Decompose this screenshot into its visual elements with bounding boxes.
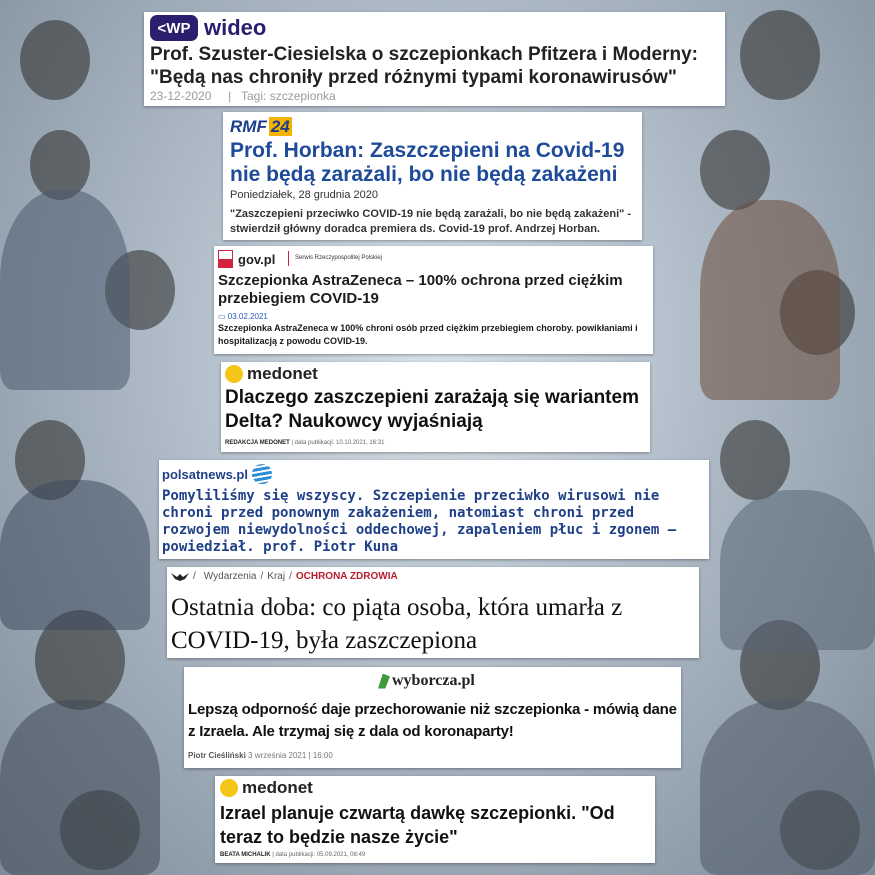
polsatnews-logo-text: polsatnews.pl xyxy=(162,466,248,482)
publish-date xyxy=(218,312,268,321)
article-lead: Szczepionka AstraZeneca w 100% chroni osób przed ciężkim przebiegiem choroby. powikłaniami i hospitalizacją z powodu COVID-19. xyxy=(218,323,638,346)
news-card-gov-pl[interactable] xyxy=(214,246,653,354)
publish-date: Poniedziałek, 28 grudnia 2020 xyxy=(230,189,379,201)
news-card-medonet-izrael[interactable] xyxy=(215,776,655,863)
news-card-wp-wideo[interactable] xyxy=(144,12,725,106)
publish-date: 3 września 2021 | 16:00 xyxy=(248,751,333,760)
wp-logo-box: <WP xyxy=(150,15,198,41)
news-card-medonet-delta[interactable] xyxy=(221,362,650,452)
author: BEATA MICHALIK xyxy=(220,852,271,858)
gov-pl-logo-text: gov.pl xyxy=(238,251,276,267)
wideo-logo-text: wideo xyxy=(204,15,267,40)
headline[interactable]: Prof. Horban: Zaszczepieni na Covid-19 nie będą zarażali, bo nie będą zakażeni xyxy=(230,139,625,186)
breadcrumb-separator: / xyxy=(260,571,264,582)
article-meta xyxy=(225,440,384,446)
rmf-logo-text: RMF xyxy=(230,117,267,136)
medonet-logo-text: medonet xyxy=(242,778,313,797)
medonet-logo-icon xyxy=(220,779,238,797)
service-name: Serwis Rzeczypospolitej Polskiej xyxy=(295,255,383,261)
breadcrumb-kraj[interactable]: Kraj xyxy=(267,571,286,582)
wyborcza-logo-text: wyborcza.pl xyxy=(392,672,475,689)
publish-date: 23-12-2020 xyxy=(150,89,212,103)
headline[interactable]: Prof. Szuster-Ciesielska o szczepionkach Pfitzera i Moderny: "Będą nas chroniły przed różnymi typami koronawirusów" xyxy=(150,44,698,88)
wp-wideo-logo xyxy=(150,15,266,41)
breadcrumb-separator: / xyxy=(193,571,196,582)
rmf24-logo xyxy=(230,117,292,137)
author: REDAKCJA MEDONET xyxy=(225,440,290,446)
medonet-logo-icon xyxy=(225,365,243,383)
breadcrumb-category[interactable]: OCHRONA ZDROWIA xyxy=(295,571,398,582)
news-card-rmf24[interactable] xyxy=(223,112,642,240)
article-meta xyxy=(220,852,365,858)
wyborcza-mark-icon xyxy=(378,674,390,689)
publish-date: | data publikacji: 05.09.2021, 08:49 xyxy=(272,852,366,858)
wyborcza-logo xyxy=(378,672,475,690)
logo-divider xyxy=(288,251,289,266)
emblem-icon xyxy=(218,250,233,268)
article-meta xyxy=(188,751,333,760)
headline[interactable]: Ostatnia doba: co piąta osoba, która umarła z COVID-19, była zaszczepiona xyxy=(171,594,623,654)
meta-separator: | xyxy=(228,89,232,103)
news-card-wydarzenia[interactable] xyxy=(167,567,699,658)
headline[interactable]: Szczepionka AstraZeneca – 100% ochrona przed ciężkim przebiegiem COVID-19 xyxy=(218,272,623,307)
breadcrumb-separator: / xyxy=(289,571,292,582)
headline[interactable]: Dlaczego zaszczepieni zarażają się wariantem Delta? Naukowcy wyjaśniają xyxy=(225,387,639,432)
article-meta xyxy=(150,89,336,103)
publish-date-text: 03.02.2021 xyxy=(227,312,268,321)
tag-link[interactable]: szczepionka xyxy=(269,89,336,103)
tags-label: Tagi: xyxy=(240,89,267,103)
headline[interactable]: Izrael planuje czwartą dawkę szczepionki. "Od teraz to będzie nasze życie" xyxy=(220,803,615,847)
headline[interactable]: Lepszą odporność daje przechorowanie niż szczepionka - mówią dane z Izraela. Ale trzymaj się z dala od koronaparty! xyxy=(188,701,677,740)
polsatnews-logo xyxy=(162,464,272,484)
rmf-logo-number: 24 xyxy=(270,117,290,136)
eagle-logo-icon xyxy=(171,572,189,582)
breadcrumb xyxy=(171,571,398,582)
news-card-polsatnews[interactable] xyxy=(159,460,709,559)
publish-date: | data publikacji: 10.10.2021, 16:31 xyxy=(291,440,385,446)
breadcrumb-wydarzenia[interactable]: Wydarzenia xyxy=(203,571,257,582)
article-lead: "Zaszczepieni przeciwko COVID-19 nie będą zarażali, bo nie będą zakażeni" - stwierdził główny doradca premiera ds. Covid-19 prof. Andrzej Horban. xyxy=(230,208,632,235)
globe-icon xyxy=(252,464,272,484)
gov-pl-logo xyxy=(218,250,275,268)
calendar-icon: ▭ xyxy=(218,312,226,321)
medonet-logo-text: medonet xyxy=(247,364,318,383)
headline[interactable]: Pomyliliśmy się wszyscy. Szczepienie przeciwko wirusowi nie chroni przed ponownym zakażeniem, natomiast chroni przed rozwojem niewydolności oddechowej, zapaleniem płuc i zgonem – powiedział. prof. Piotr Kuna xyxy=(162,488,677,555)
news-card-wyborcza[interactable] xyxy=(184,667,681,768)
author[interactable]: Piotr Cieśliński xyxy=(188,751,246,760)
